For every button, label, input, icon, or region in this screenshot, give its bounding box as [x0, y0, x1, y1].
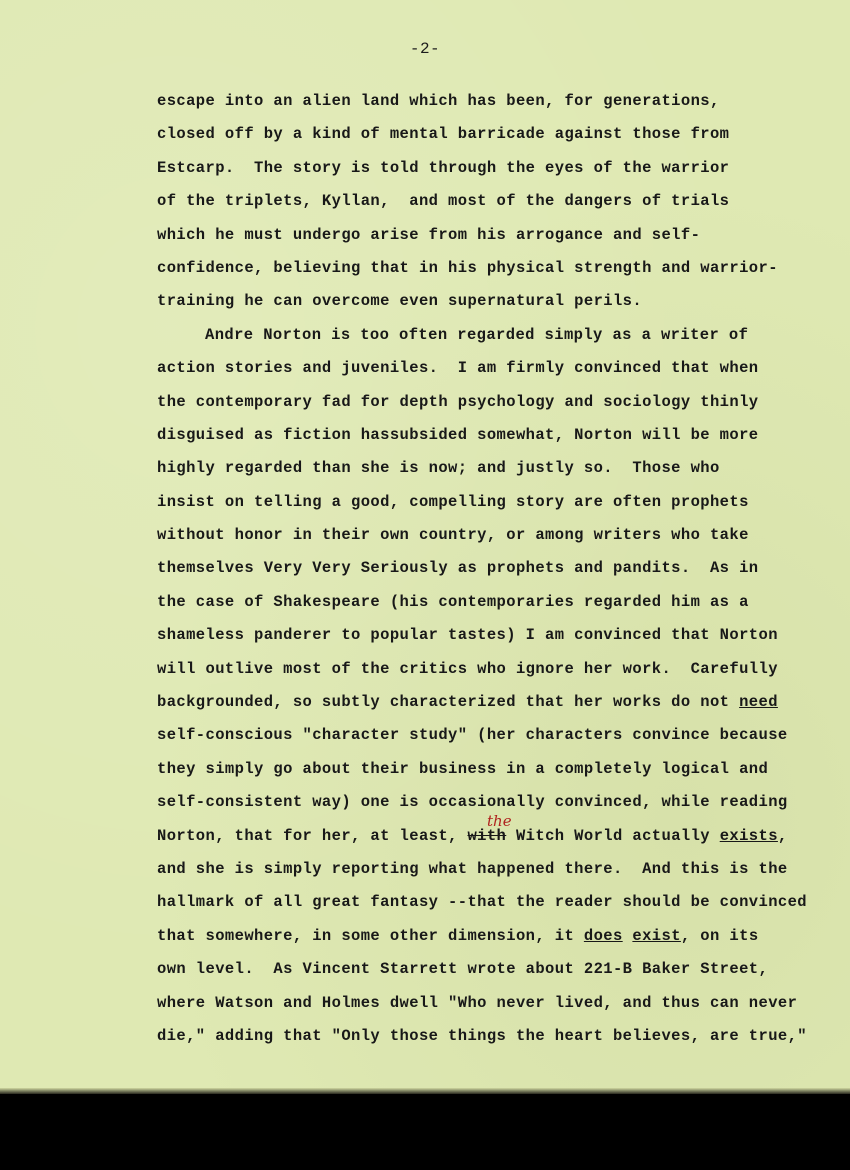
page-number: -2- — [409, 40, 441, 58]
text-segment — [623, 927, 633, 945]
text-segment: self-consistent way) one is occasionally convinced, while reading — [157, 793, 788, 812]
text-line — [157, 455, 837, 488]
text-line — [157, 956, 837, 989]
underlined-word: need — [739, 693, 778, 712]
text-line — [157, 489, 837, 522]
text-line — [157, 923, 837, 956]
text-segment: Norton, that for her, at least, — [157, 826, 468, 845]
text-line — [157, 322, 837, 355]
text-segment: highly regarded than she is now; and justly so. Those who — [157, 459, 720, 478]
text-segment: hallmark of all great fantasy --that the reader should be convinced — [157, 893, 808, 912]
text-line — [157, 288, 837, 321]
underlined-word: exists — [719, 826, 778, 845]
text-line — [157, 1023, 837, 1056]
text-segment: the case of Shakespeare (his contemporaries regarded him as a — [157, 592, 749, 611]
text-segment: without honor in their own country, or among writers who take — [157, 526, 749, 545]
text-segment: Andre Norton is too often regarded simply as a writer of — [205, 325, 749, 344]
text-segment: closed off by a kind of mental barricade against those from — [157, 125, 730, 144]
text-line — [157, 811, 837, 856]
text-segment: , on its — [680, 926, 759, 945]
text-line — [157, 589, 837, 622]
text-line — [157, 756, 837, 789]
text-segment: which he must undergo arise from his arrogance and self- — [157, 225, 701, 244]
text-segment: where Watson and Holmes dwell "Who never lived, and thus can never — [157, 993, 798, 1012]
text-segment: confidence, believing that in his physical strength and warrior- — [157, 258, 778, 277]
text-line — [157, 689, 837, 722]
text-line — [157, 422, 837, 455]
text-segment: own level. As Vincent Starrett wrote about 221-B Baker Street, — [157, 960, 769, 979]
text-segment: that somewhere, in some other dimension, it — [157, 926, 584, 945]
text-segment: Estcarp. The story is told through the eyes of the warrior — [157, 158, 730, 177]
text-line — [157, 889, 837, 922]
text-line — [157, 389, 837, 422]
text-segment: Witch World actually — [506, 826, 720, 845]
text-line — [157, 155, 837, 188]
body-text — [157, 88, 837, 1056]
text-segment: insist on telling a good, compelling story are often prophets — [157, 492, 749, 511]
text-segment: they simply go about their business in a completely logical and — [157, 759, 769, 778]
text-line — [157, 990, 837, 1023]
text-segment: die," adding that "Only those things the heart believes, are true," — [157, 1026, 808, 1045]
text-segment: will outlive most of the critics who ignore her work. Carefully — [157, 659, 778, 678]
struck-word: with — [467, 826, 507, 845]
text-segment: backgrounded, so subtly characterized that her works do not — [157, 693, 740, 712]
text-segment: , — [777, 826, 788, 845]
text-line — [157, 622, 837, 655]
text-line — [157, 355, 837, 388]
paper-bottom-edge — [0, 1088, 850, 1094]
text-segment: and she is simply reporting what happened there. And this is the — [157, 859, 788, 878]
text-segment: escape into an alien land which has been, for generations, — [157, 92, 720, 110]
text-line — [157, 656, 837, 689]
underlined-word: exist — [632, 926, 681, 945]
text-segment: of the triplets, Kyllan, and most of the dangers of trials — [157, 192, 730, 211]
text-segment: training he can overcome even supernatural perils. — [157, 292, 643, 311]
text-line — [157, 188, 837, 221]
text-line — [157, 856, 837, 889]
text-segment: action stories and juveniles. I am firmly convinced that when — [157, 359, 759, 378]
text-line — [157, 722, 837, 755]
text-line — [157, 555, 837, 588]
text-line — [157, 88, 837, 121]
underlined-word: does — [583, 926, 623, 945]
text-segment: shameless panderer to popular tastes) I am convinced that Norton — [157, 626, 778, 645]
text-line — [157, 121, 837, 154]
text-segment: disguised as fiction hassubsided somewhat, Norton will be more — [157, 425, 759, 444]
text-line — [157, 222, 837, 255]
text-line — [157, 255, 837, 288]
text-segment: themselves Very Very Seriously as prophets and pandits. As in — [157, 559, 759, 578]
text-segment: the contemporary fad for depth psychology and sociology thinly — [157, 392, 759, 411]
handwritten-correction: the — [487, 811, 512, 830]
text-segment: self-conscious "character study" (her characters convince because — [157, 726, 788, 745]
text-line — [157, 522, 837, 555]
